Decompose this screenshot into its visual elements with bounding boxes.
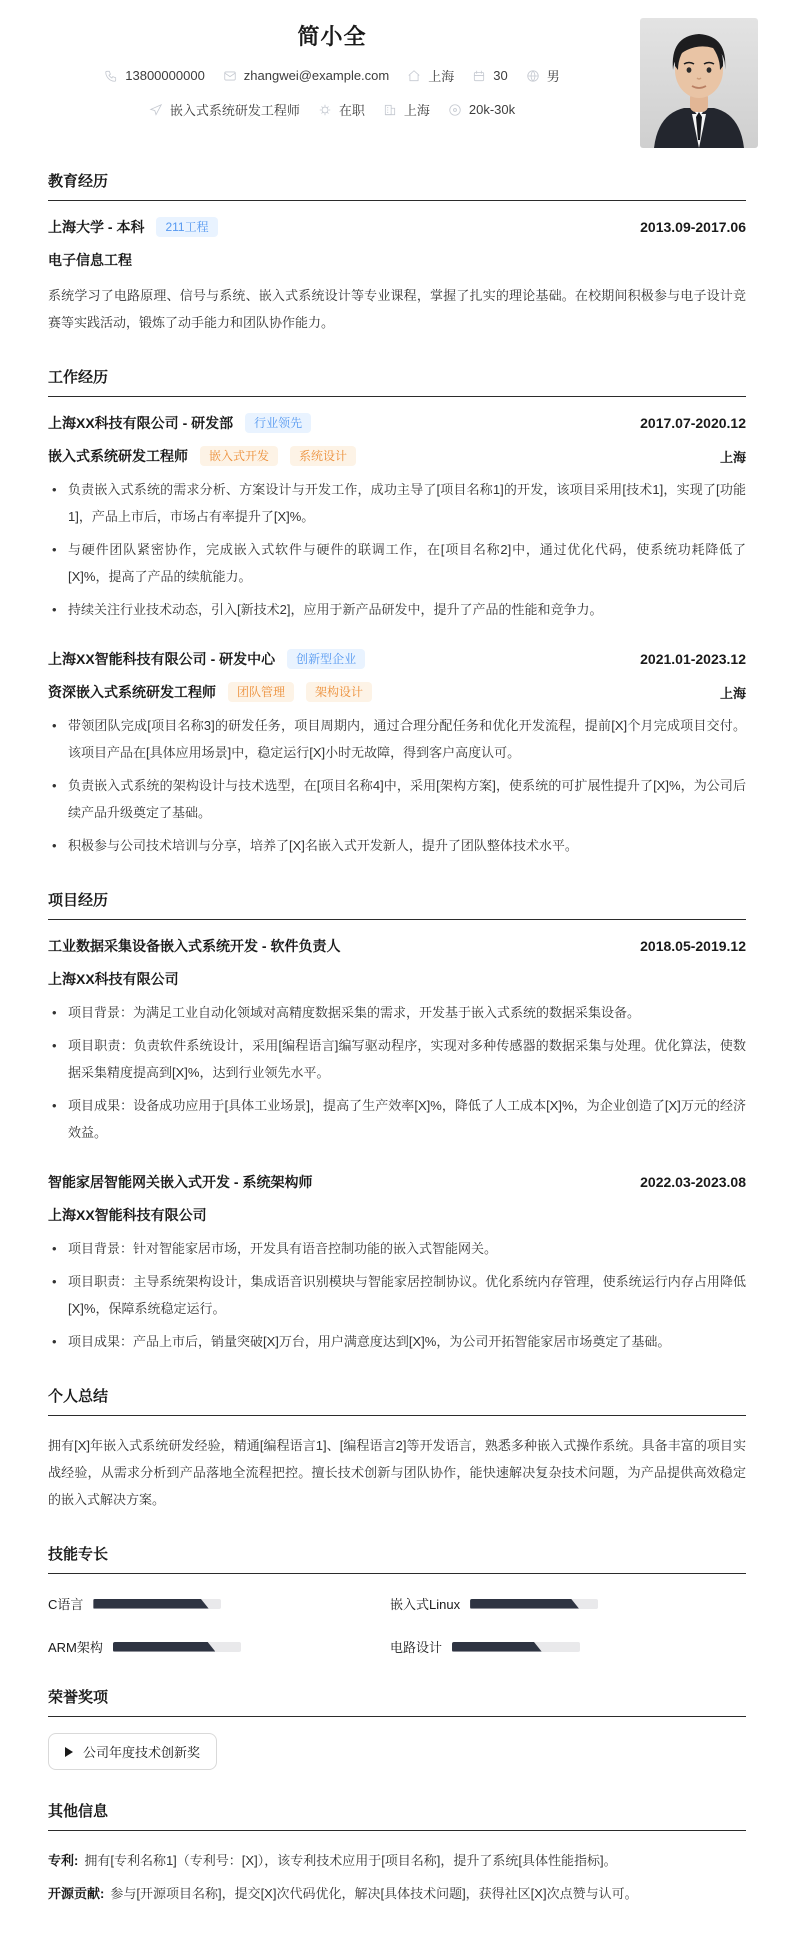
resume-header [48, 0, 746, 140]
education-date: 2013.09-2017.06 [640, 219, 746, 235]
project-1-bullets [48, 999, 746, 1146]
work-1-bullet: • 与硬件团队紧密协作，完成嵌入式软件与硬件的联调工作，在[项目名称2]中，通过优化代码，使系统功耗降低了[X]%，提高了产品的续航能力。 [48, 536, 746, 590]
home-icon [407, 69, 421, 83]
skill-arm-architecture [48, 1637, 390, 1656]
project-2-bullets [48, 1235, 746, 1355]
position-icon [149, 103, 163, 117]
work-1-company-tag: 行业领先 [245, 413, 311, 433]
project-2-bullet: • 项目职责：主导系统架构设计，集成语音识别模块与智能家居控制协议。优化系统内存管理，使系统运行内存占用降低[X]%，保障系统稳定运行。 [48, 1268, 746, 1322]
skill-label: 电路设计 [390, 1640, 443, 1655]
other-row-text: 拥有[专利名称1]（专利号：[X]），该专利技术应用于[项目名称]，提升了系统[具体性能指标]。 [84, 1853, 617, 1868]
section-skills [48, 1543, 746, 1656]
other-row-patent [48, 1847, 746, 1874]
project-1-date: 2018.05-2019.12 [640, 938, 746, 954]
other-row-label: 开源贡献: [48, 1886, 105, 1901]
other-row-text: 参与[开源项目名称]，提交[X]次代码优化，解决[具体技术问题]，获得社区[X]次点赞与认可。 [110, 1886, 638, 1901]
section-summary [48, 1385, 746, 1513]
contact-gender-text: 男 [546, 69, 560, 84]
gender-icon [526, 69, 540, 83]
contact-status [318, 100, 365, 119]
section-education [48, 170, 746, 336]
project-1-company: 上海XX科技有限公司 [48, 971, 179, 987]
contact-phone-text: 13800000000 [125, 68, 205, 83]
work-1-bullet: • 负责嵌入式系统的需求分析、方案设计与开发工作，成功主导了[项目名称1]的开发，该项目采用[技术1]，实现了[功能1]，产品上市后，市场占有率提升了[X]%。 [48, 476, 746, 530]
other-row-opensource [48, 1880, 746, 1907]
section-work [48, 366, 746, 859]
contact-email [223, 68, 389, 83]
project-2-bullet: • 项目成果：产品上市后，销量突破[X]万台，用户满意度达到[X]%，为公司开拓智能家居市场奠定了基础。 [48, 1328, 746, 1355]
skill-bar [452, 1642, 580, 1652]
status-icon [318, 103, 332, 117]
city-icon [383, 103, 397, 117]
education-major: 电子信息工程 [48, 252, 132, 268]
play-icon [65, 1747, 73, 1757]
skill-c-language [48, 1594, 390, 1613]
work-1-company: 上海XX科技有限公司 - 研发部 [48, 415, 234, 431]
contact-row-1 [48, 66, 616, 85]
work-1-role-tag-1: 嵌入式开发 [200, 446, 278, 466]
work-2-company: 上海XX智能科技有限公司 - 研发中心 [48, 651, 276, 667]
education-description: 系统学习了电路原理、信号与系统、嵌入式系统设计等专业课程，掌握了扎实的理论基础。在校期间积极参与电子设计竞赛等实践活动，锻炼了动手能力和团队协作能力。 [48, 288, 746, 330]
skill-label: ARM架构 [48, 1640, 103, 1655]
project-entry-1 [48, 936, 746, 1146]
project-1-name: 工业数据采集设备嵌入式系统开发 - 软件负责人 [48, 938, 341, 954]
other-title: 其他信息 [48, 1800, 746, 1831]
contact-phone [104, 68, 205, 83]
section-honors [48, 1686, 746, 1770]
project-2-company: 上海XX智能科技有限公司 [48, 1207, 207, 1223]
salary-icon [448, 103, 462, 117]
project-entry-2 [48, 1172, 746, 1355]
education-title: 教育经历 [48, 170, 746, 201]
contact-city [383, 100, 430, 119]
skill-embedded-linux [390, 1594, 746, 1613]
skills-title: 技能专长 [48, 1543, 746, 1574]
projects-title: 项目经历 [48, 889, 746, 920]
skill-bar [113, 1642, 241, 1652]
contact-city-text: 上海 [403, 103, 430, 118]
contact-row-2 [48, 100, 616, 119]
work-1-role-tag-2: 系统设计 [290, 446, 356, 466]
education-tag: 211工程 [156, 217, 217, 237]
education-school: 上海大学 - 本科 [48, 219, 145, 235]
work-1-bullets [48, 476, 746, 623]
work-1-location: 上海 [719, 449, 746, 465]
project-2-bullet: • 项目背景：针对智能家居市场，开发具有语音控制功能的嵌入式智能网关。 [48, 1235, 746, 1262]
contact-position [149, 100, 300, 119]
work-2-company-tag: 创新型企业 [287, 649, 365, 669]
section-other [48, 1800, 746, 1907]
contact-gender [526, 66, 560, 85]
contact-age-text: 30 [493, 68, 508, 83]
work-entry-2 [48, 649, 746, 859]
work-2-bullet: • 负责嵌入式系统的架构设计与技术选型，在[项目名称4]中，采用[架构方案]，使系统的可扩展性提升了[X]%，为公司后续产品升级奠定了基础。 [48, 772, 746, 826]
work-2-role: 资深嵌入式系统研发工程师 [48, 684, 216, 700]
contact-home-city [407, 66, 454, 85]
work-2-location: 上海 [719, 685, 746, 701]
work-2-role-tag-1: 团队管理 [228, 682, 294, 702]
work-2-bullet: • 积极参与公司技术培训与分享，培养了[X]名嵌入式开发新人，提升了团队整体技术水平。 [48, 832, 746, 859]
project-2-name: 智能家居智能网关嵌入式开发 - 系统架构师 [48, 1174, 313, 1190]
work-2-bullet: • 带领团队完成[项目名称3]的研发任务，项目周期内，通过合理分配任务和优化开发流程，提前[X]个月完成项目交付。该项目产品在[具体应用场景]中，稳定运行[X]小时无故障，得到客户高度认可。 [48, 712, 746, 766]
project-1-bullet: • 项目背景：为满足工业自动化领域对高精度数据采集的需求，开发基于嵌入式系统的数据采集设备。 [48, 999, 746, 1026]
project-1-bullet: • 项目职责：负责软件系统设计，采用[编程语言]编写驱动程序，实现对多种传感器的数据采集与处理。优化算法，使数据采集精度提高到[X]%，达到行业领先水平。 [48, 1032, 746, 1086]
work-1-date: 2017.07-2020.12 [640, 415, 746, 431]
section-projects [48, 889, 746, 1355]
contact-position-text: 嵌入式系统研发工程师 [169, 103, 300, 118]
work-1-bullet: • 持续关注行业技术动态，引入[新技术2]，应用于新产品研发中，提升了产品的性能和竞争力。 [48, 596, 746, 623]
summary-title: 个人总结 [48, 1385, 746, 1416]
contact-age [472, 68, 507, 83]
contact-home-city-text: 上海 [428, 69, 455, 84]
skill-bar [93, 1599, 221, 1609]
contact-status-text: 在职 [338, 103, 365, 118]
contact-salary-text: 20k-30k [468, 102, 516, 117]
contact-email-text: zhangwei@example.com [243, 68, 390, 83]
work-2-bullets [48, 712, 746, 859]
skills-grid [48, 1594, 746, 1656]
project-2-date: 2022.03-2023.08 [640, 1174, 746, 1190]
profile-photo [640, 18, 758, 148]
phone-icon [104, 69, 118, 83]
summary-text: 拥有[X]年嵌入式系统研发经验，精通[编程语言1]、[编程语言2]等开发语言，熟悉多种嵌入式操作系统。具备丰富的项目实战经验，从需求分析到产品落地全流程把控。擅长技术创新与团队协作，能快速解决复杂技术问题，为产品提供高效稳定的嵌入式解决方案。 [48, 1438, 746, 1507]
skill-bar [470, 1599, 598, 1609]
skill-circuit-design [390, 1637, 746, 1656]
work-1-role: 嵌入式系统研发工程师 [48, 448, 188, 464]
work-title: 工作经历 [48, 366, 746, 397]
skill-label: C语言 [48, 1597, 84, 1612]
work-2-date: 2021.01-2023.12 [640, 651, 746, 667]
honor-label: 公司年度技术创新奖 [83, 1745, 201, 1760]
honor-item [48, 1733, 217, 1770]
age-icon [472, 69, 486, 83]
contact-salary [448, 102, 515, 117]
skill-label: 嵌入式Linux [390, 1597, 461, 1612]
other-row-label: 专利: [48, 1853, 79, 1868]
project-1-bullet: • 项目成果：设备成功应用于[具体工业场景]，提高了生产效率[X]%，降低了人工成本[X]%，为企业创造了[X]万元的经济效益。 [48, 1092, 746, 1146]
candidate-name: 简小全 [297, 24, 367, 49]
honors-title: 荣誉奖项 [48, 1686, 746, 1717]
work-2-role-tag-2: 架构设计 [306, 682, 372, 702]
email-icon [223, 69, 237, 83]
work-entry-1 [48, 413, 746, 623]
